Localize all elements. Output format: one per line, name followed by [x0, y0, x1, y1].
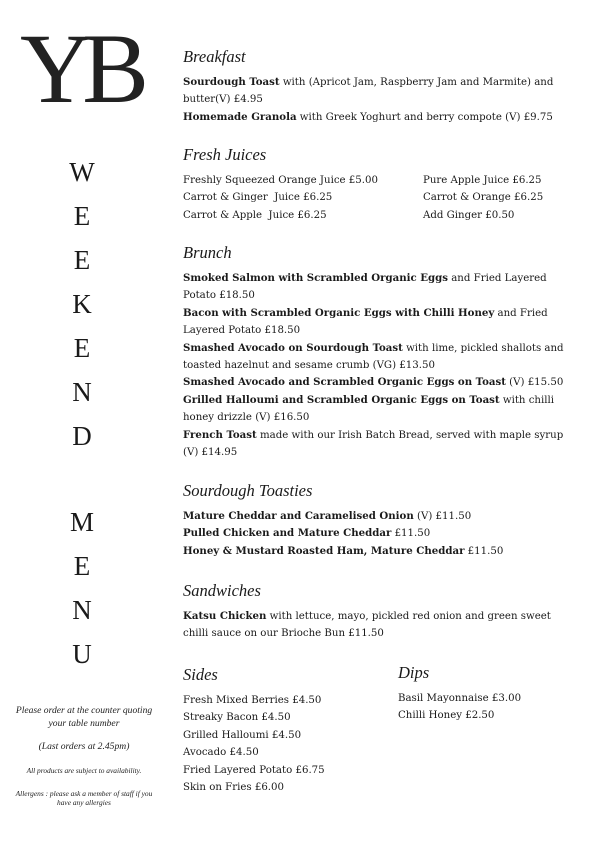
item-desc: with lettuce, mayo, pickled red onion and green sweet chilli sauce on our Brioche Bun £11.50: [183, 611, 551, 640]
last-orders-note: (Last orders at 2.45pm): [38, 741, 130, 752]
juices-right-column: [423, 172, 563, 224]
juice-item: Freshly Squeezed Orange Juice £5.00: [183, 175, 378, 186]
section-title: Breakfast: [183, 47, 246, 66]
yb-logo: YB: [20, 28, 139, 110]
title-letter: E: [73, 201, 91, 231]
juice-item: Add Ginger £0.50: [423, 209, 515, 221]
menu-item: [183, 508, 578, 525]
title-letter: E: [73, 245, 91, 275]
item-desc: and Fried Layered Potato £18.50: [183, 307, 548, 337]
dip-item: Basil Mayonnaise £3.00: [398, 693, 522, 704]
item-name: Smoked Salmon with Scrambled Organic Eggs: [183, 272, 448, 284]
item-name: Smashed Avocado on Sourdough Toast: [183, 341, 403, 354]
side-item: Avocado £4.50: [183, 747, 259, 759]
item-desc: with lime, pickled shallots and toasted hazelnut and sesame crumb (VG) £13.50: [183, 342, 564, 372]
menu-item: [183, 74, 578, 109]
title-letter: E: [73, 551, 91, 581]
menu-item: [183, 525, 578, 542]
item-name: French Toast: [183, 428, 257, 441]
menu-item: [183, 392, 578, 427]
section-title: Fresh Juices: [183, 145, 267, 164]
menu-item: [183, 270, 578, 305]
brunch-section: [183, 242, 578, 461]
title-letter: U: [72, 639, 92, 669]
item-desc: (V) £15.50: [505, 377, 564, 389]
menu-item: [183, 543, 578, 560]
dips-list: [398, 690, 578, 725]
section-title: Sourdough Toasties: [183, 481, 313, 500]
title-letter: N: [72, 377, 92, 407]
item-desc: with chilli honey drizzle (V) £16.50: [183, 394, 555, 424]
title-letter: K: [72, 289, 92, 319]
side-item: Fried Layered Potato £6.75: [183, 764, 325, 776]
title-letter: W: [69, 157, 95, 187]
sides-section: [183, 664, 383, 796]
juices-section: [183, 144, 563, 224]
ordering-notes: [8, 704, 160, 807]
item-desc: and Fried Layered Potato £18.50: [183, 273, 547, 302]
title-letter: N: [72, 595, 92, 625]
title-letter: D: [72, 421, 92, 451]
menu-item: [183, 427, 578, 462]
dip-item: Chilli Honey £2.50: [398, 710, 495, 722]
section-title: Sides: [183, 665, 218, 684]
weekend-vertical-title: [62, 150, 102, 458]
item-name: Bacon with Scrambled Organic Eggs with Chilli Honey: [183, 306, 495, 319]
item-desc: £11.50: [391, 528, 431, 540]
section-title: Dips: [398, 663, 430, 682]
item-name: Sourdough Toast: [183, 76, 280, 88]
item-name: Pulled Chicken and Mature Cheddar: [183, 527, 392, 540]
item-name: Katsu Chicken: [183, 610, 267, 622]
breakfast-section: [183, 46, 578, 126]
availability-note: All products are subject to availability.: [26, 766, 142, 775]
toasties-section: [183, 480, 578, 560]
item-name: Grilled Halloumi and Scrambled Organic Eggs on Toast: [183, 393, 500, 406]
juice-item: Carrot & Apple Juice £6.25: [183, 209, 327, 221]
title-letter: M: [69, 507, 94, 537]
menu-item: [183, 109, 578, 126]
menu-item: [183, 374, 578, 391]
sandwiches-section: [183, 580, 578, 643]
juices-left-column: [183, 172, 413, 224]
menu-vertical-title: [62, 500, 102, 676]
item-name: Homemade Granola: [183, 110, 297, 123]
juice-item: Pure Apple Juice £6.25: [423, 175, 542, 186]
juice-item: Carrot & Orange £6.25: [423, 192, 544, 204]
item-desc: £11.50: [464, 545, 504, 557]
item-name: Smashed Avocado and Scrambled Organic Eggs on Toast: [183, 376, 506, 389]
section-title: Brunch: [183, 243, 232, 262]
sides-list: [183, 692, 383, 796]
item-name: Honey & Mustard Roasted Ham, Mature Cheddar: [183, 544, 465, 557]
title-letter: E: [73, 333, 91, 363]
item-name: Mature Cheddar and Caramelised Onion: [183, 510, 414, 522]
item-desc: with (Apricot Jam, Raspberry Jam and Marmite) and butter(V) £4.95: [183, 77, 554, 106]
order-instructions: Please order at the counter quoting your table number: [15, 705, 153, 729]
item-desc: with Greek Yoghurt and berry compote (V) £9.75: [296, 111, 553, 123]
menu-item: [183, 340, 578, 375]
dips-section: [398, 662, 578, 725]
allergens-note: Allergens : please ask a member of staff if you have any allergies: [15, 789, 153, 807]
juice-item: Carrot & Ginger Juice £6.25: [183, 192, 333, 204]
side-item: Fresh Mixed Berries £4.50: [183, 695, 322, 706]
side-item: Grilled Halloumi £4.50: [183, 729, 302, 741]
side-item: Skin on Fries £6.00: [183, 782, 284, 794]
item-desc: (V) £11.50: [413, 511, 472, 522]
item-desc: made with our Irish Batch Bread, served with maple syrup (V) £14.95: [183, 429, 564, 459]
menu-item: [183, 305, 578, 340]
menu-item: [183, 608, 578, 643]
section-title: Sandwiches: [183, 581, 261, 600]
side-item: Streaky Bacon £4.50: [183, 712, 291, 724]
